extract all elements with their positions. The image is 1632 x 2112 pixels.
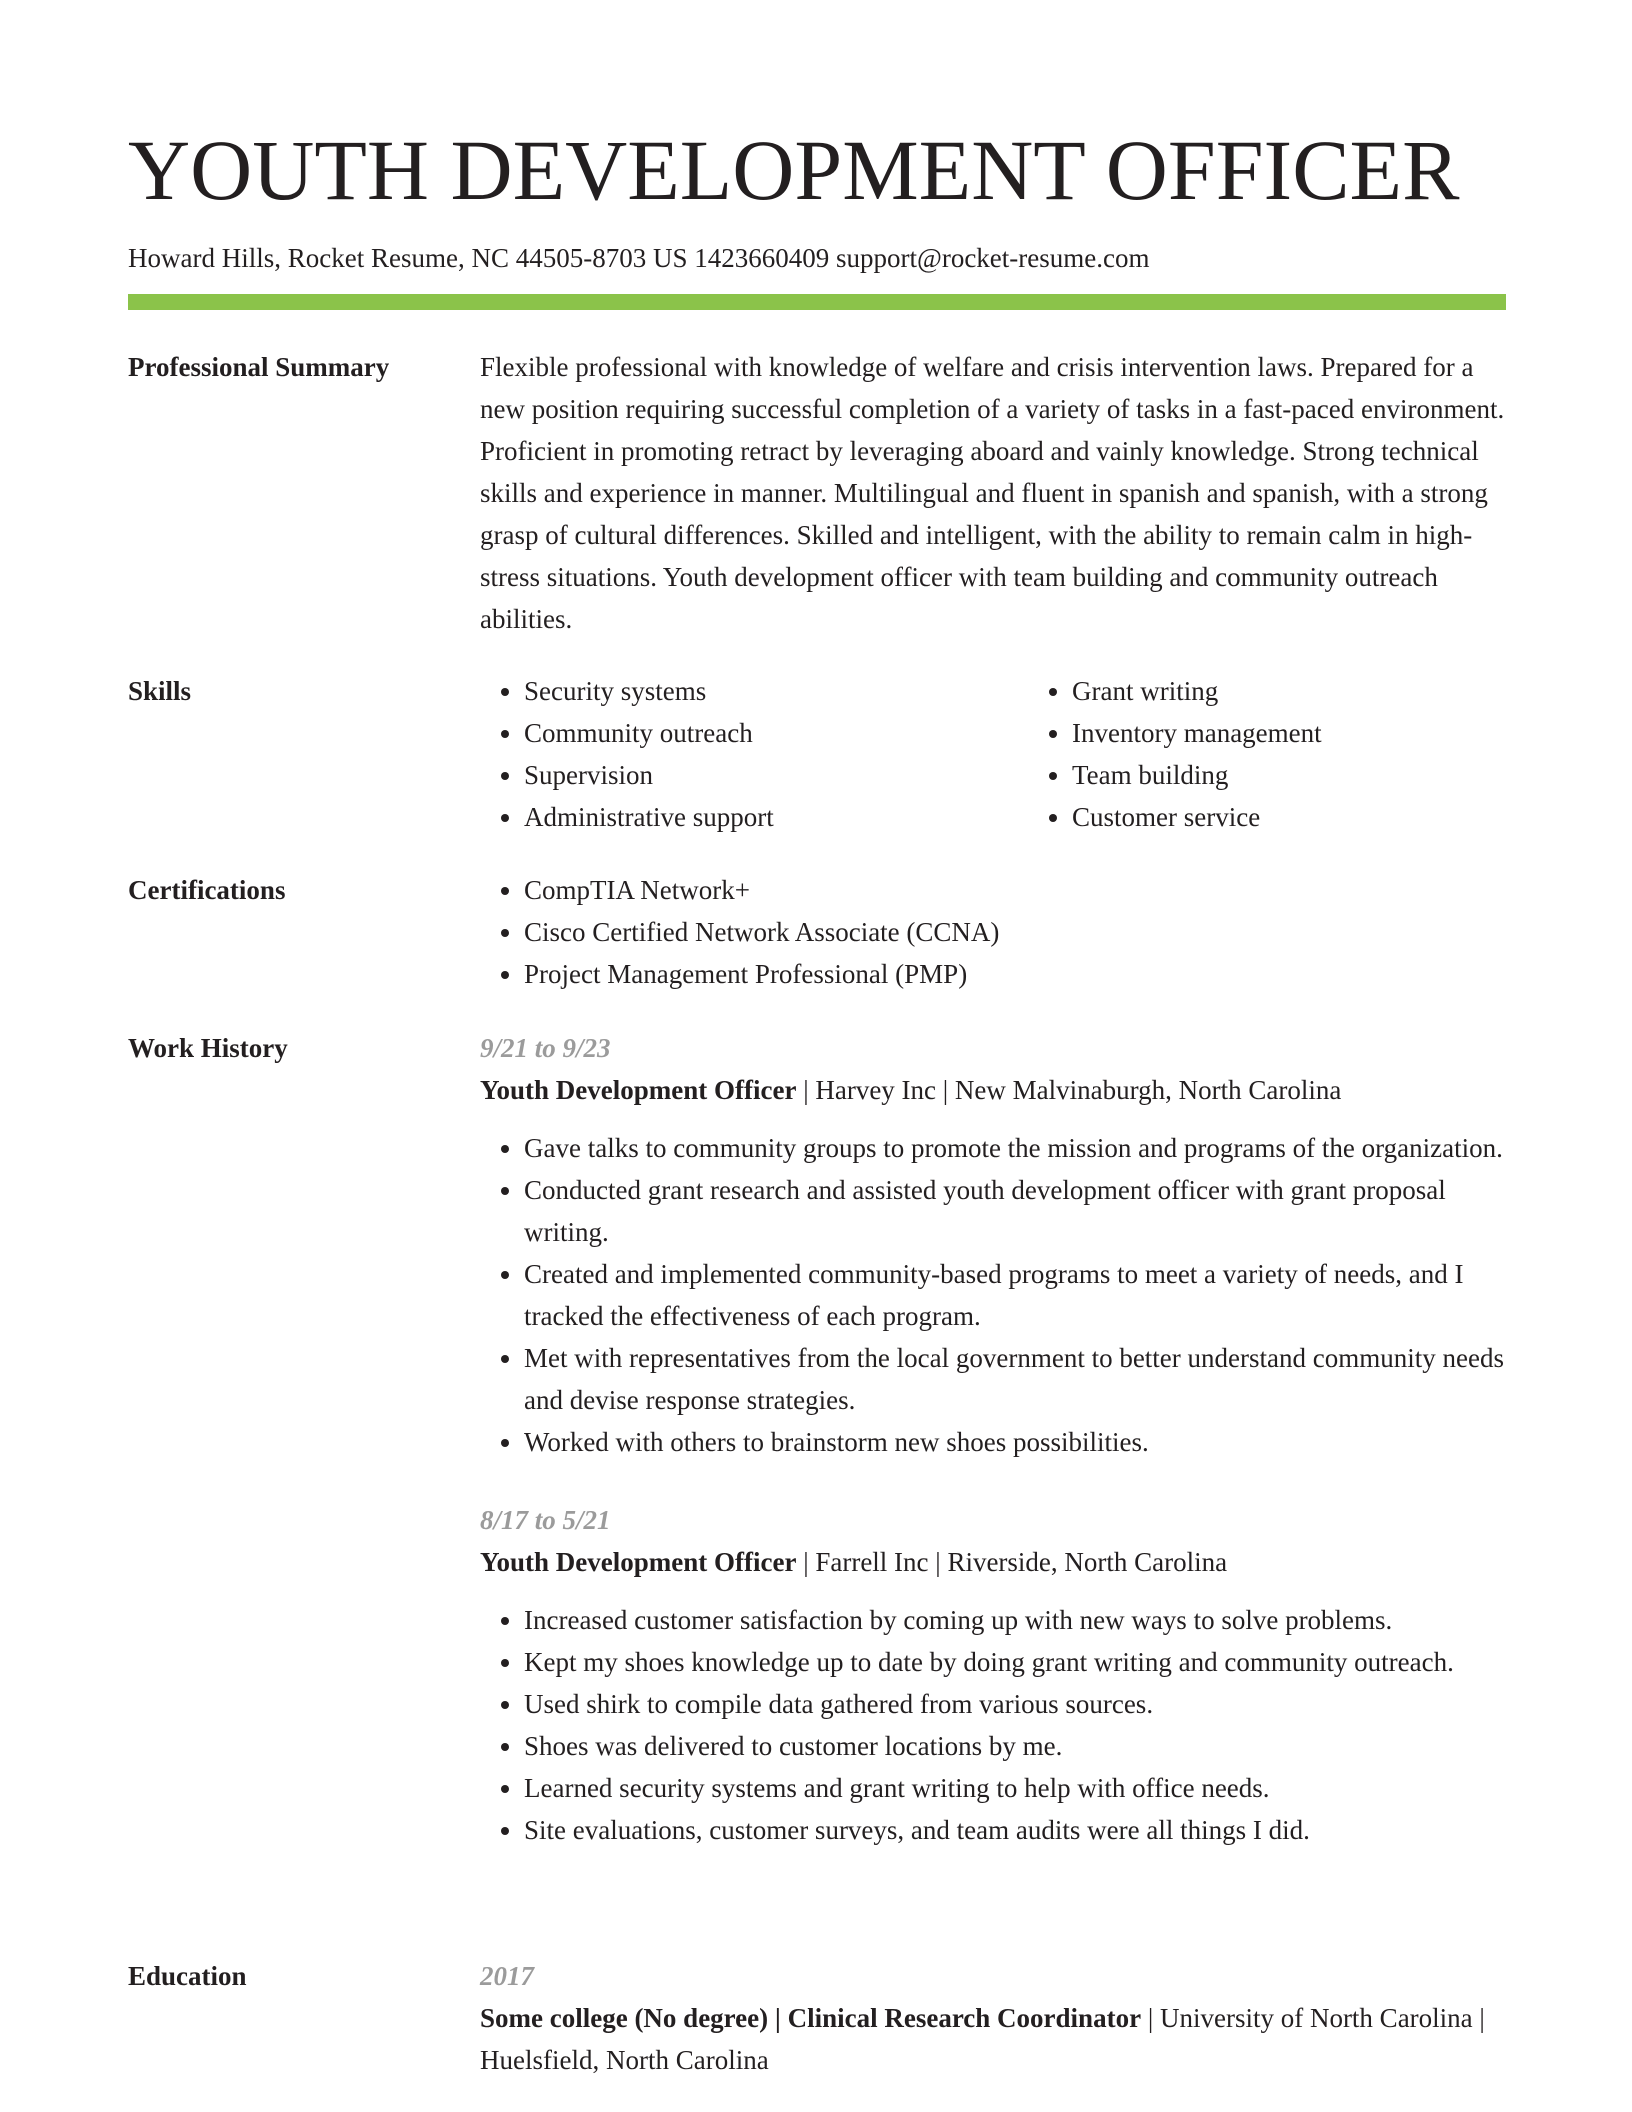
job-bullet: • Gave talks to community groups to promote the mission and programs of the organization.: [524, 1127, 1506, 1169]
work-history-section: [128, 1027, 1506, 1851]
job-details: | Harvey Inc | New Malvinaburgh, North Carolina: [796, 1075, 1342, 1105]
job-bullet: • Shoes was delivered to customer locations by me.: [524, 1725, 1506, 1767]
job-details: | Farrell Inc | Riverside, North Carolina: [796, 1547, 1228, 1577]
job-bullet: • Conducted grant research and assisted youth development officer with grant proposal writing.: [524, 1169, 1506, 1253]
education-title: Education: [128, 1961, 247, 1991]
job-bullet: • Met with representatives from the local government to better understand community needs and devise response strategies.: [524, 1337, 1506, 1421]
work-history-title: Work History: [128, 1033, 288, 1063]
skills-title: Skills: [128, 676, 192, 706]
job-date: 8/17 to 5/21: [480, 1505, 611, 1535]
job-bullet: • Increased customer satisfaction by coming up with new ways to solve problems.: [524, 1599, 1506, 1641]
summary-text: Flexible professional with knowledge of welfare and crisis intervention laws. Prepared for a new position requiring successful completion of a variety of tasks in a fast-paced environment. Proficient in promoting retract by leveraging aboard and vainly knowledge. Strong technical skills and experience in manner. Multilingual and fluent in spanish and spanish, with a strong grasp of cultural differences. Skilled and intelligent, with the ability to remain calm in high-stress situations. Youth development officer with team building and community outreach abilities.: [480, 352, 1505, 634]
certification-item: • Cisco Certified Network Associate (CCNA): [524, 911, 1506, 953]
resume-page: [128, 0, 1506, 2075]
job-bullet: • Worked with others to brainstorm new shoes possibilities.: [524, 1421, 1506, 1463]
certifications-list: [480, 869, 1506, 995]
job-bullet: • Created and implemented community-based programs to meet a variety of needs, and I tracked the effectiveness of each program.: [524, 1253, 1506, 1337]
job-entry: [480, 1499, 1506, 1851]
skills-list-left: [480, 670, 1028, 838]
skills-section: [128, 670, 1506, 838]
education-degree: Some college (No degree) | Clinical Research Coordinator: [480, 2003, 1142, 2033]
contact-line: Howard Hills, Rocket Resume, NC 44505-8703 US 1423660409 support@rocket-resume.com: [128, 243, 1150, 273]
certification-item: • Project Management Professional (PMP): [524, 953, 1506, 995]
skills-list-right: [1028, 670, 1506, 838]
job-role: Youth Development Officer: [480, 1075, 797, 1105]
job-bullets: [480, 1127, 1506, 1463]
job-bullet: • Used shirk to compile data gathered from various sources.: [524, 1683, 1506, 1725]
job-bullet: • Kept my shoes knowledge up to date by doing grant writing and community outreach.: [524, 1641, 1506, 1683]
certifications-section: [128, 869, 1506, 995]
skill-item: • Team building: [1072, 754, 1506, 796]
education-section: [128, 1955, 1506, 2081]
education-date: 2017: [480, 1961, 534, 1991]
job-title-line: [480, 1069, 1506, 1111]
skill-item: • Inventory management: [1072, 712, 1506, 754]
accent-divider: [128, 294, 1506, 310]
job-bullet: • Learned security systems and grant writing to help with office needs.: [524, 1767, 1506, 1809]
resume-name: YOUTH DEVELOPMENT OFFICER: [128, 122, 1460, 218]
job-role: Youth Development Officer: [480, 1547, 797, 1577]
skill-item: • Grant writing: [1072, 670, 1506, 712]
certifications-title: Certifications: [128, 875, 286, 905]
summary-section: [128, 346, 1506, 640]
summary-title: Professional Summary: [128, 352, 390, 382]
job-bullet: • Site evaluations, customer surveys, and team audits were all things I did.: [524, 1809, 1506, 1851]
certification-item: • CompTIA Network+: [524, 869, 1506, 911]
skill-item: • Security systems: [524, 670, 1028, 712]
job-title-line: [480, 1541, 1506, 1583]
skill-item: • Customer service: [1072, 796, 1506, 838]
skill-item: • Supervision: [524, 754, 1028, 796]
job-entry: [480, 1027, 1506, 1463]
skill-item: • Administrative support: [524, 796, 1028, 838]
skill-item: • Community outreach: [524, 712, 1028, 754]
education-line: [480, 1997, 1506, 2081]
education-details: | University of North Carolina | Huelsfield, North Carolina: [480, 2003, 1485, 2075]
job-date: 9/21 to 9/23: [480, 1033, 611, 1063]
job-bullets: [480, 1599, 1506, 1851]
